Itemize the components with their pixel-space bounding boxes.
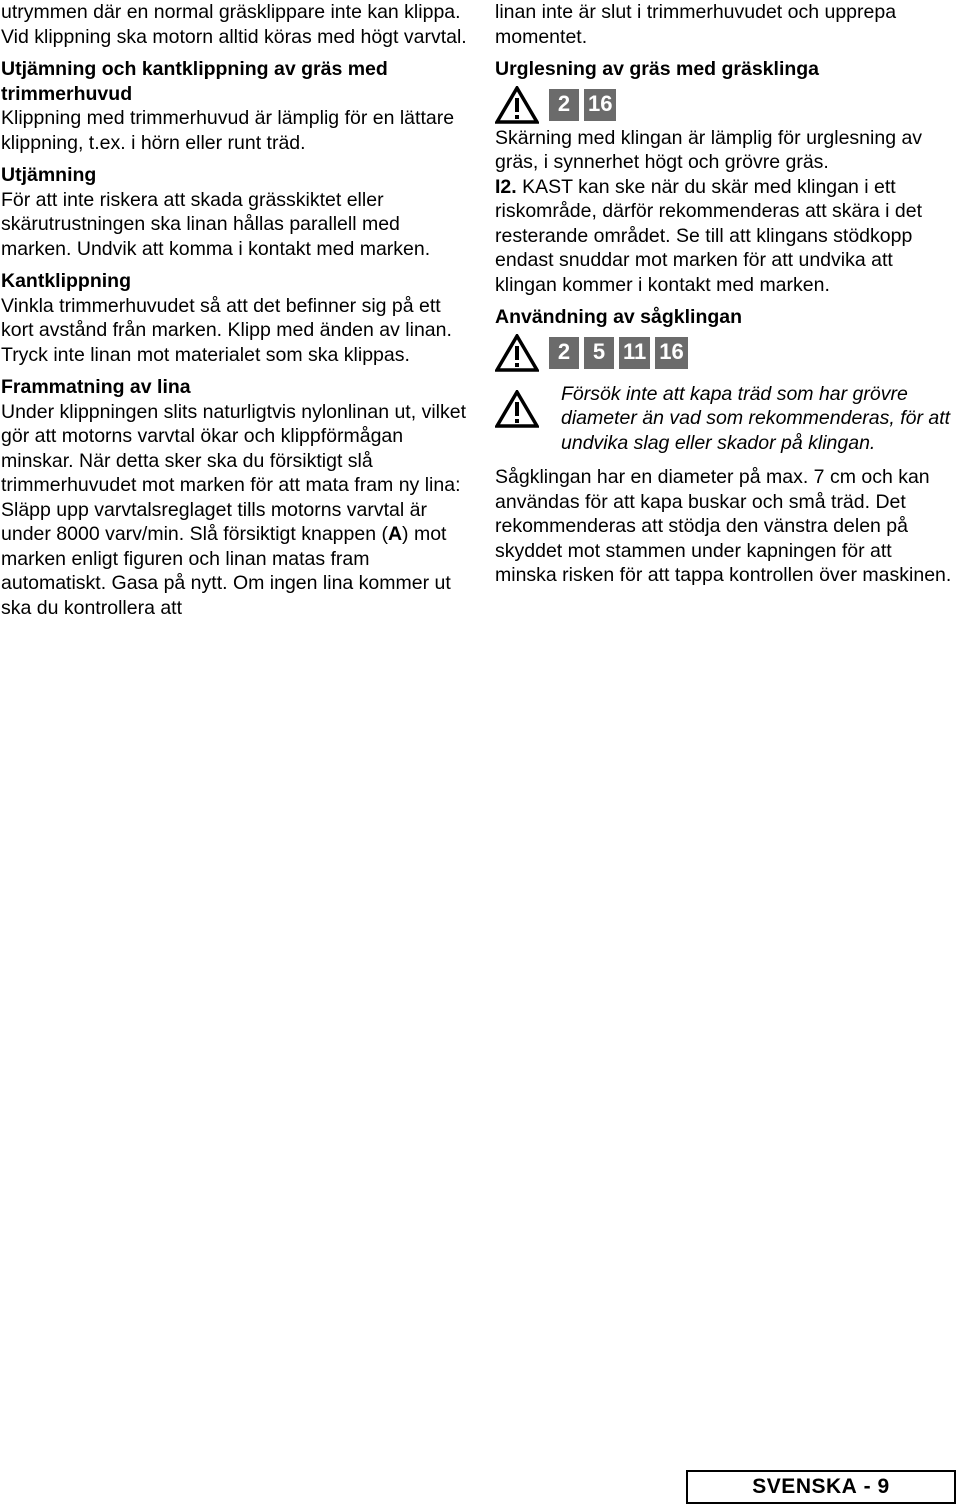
saw-badge: 16: [655, 337, 687, 369]
blade-paragraph-2: [495, 175, 957, 298]
button-letter: A: [387, 523, 403, 545]
saw-warning-text: Försök inte att kapa träd som har grövre diameter än vad som rekommenderas, för att undvika slag eller skador på klingan.: [561, 382, 951, 454]
footer-page-number: 9: [877, 1475, 890, 1498]
blade-symbol-row: [495, 88, 957, 122]
saw-badge: 11: [619, 337, 650, 369]
feed-text-part1: Under klippningen slits naturligtvis nylonlinan ut, vilket gör att motorns varvtal ökar och klippförmågan minskar. När detta sker ska du försiktigt slå trimmerhuvudet mot marken för att mata fram ny lina: Släpp upp varvtalsreglaget tills motorns varvtal är under 8000 varv/min. Slå försiktigt knappen (: [1, 400, 466, 545]
warning-triangle-icon: [495, 334, 539, 372]
saw-heading: Användning av sågklingan: [495, 306, 743, 328]
left-column: [1, 0, 471, 620]
saw-symbol-row: [495, 336, 957, 370]
saw-warning-box: [495, 382, 957, 456]
blade-badge: 2: [549, 89, 579, 121]
continuation-paragraph: linan inte är slut i trimmerhuvudet och upprepa momentet.: [495, 1, 897, 48]
edge-heading: Kantklippning: [1, 270, 131, 292]
blade-reference: I2.: [495, 175, 517, 198]
page-footer: [686, 1470, 956, 1504]
warning-triangle-icon: [495, 390, 539, 428]
saw-paragraph: Sågklingan har en diameter på max. 7 cm och kan användas för att kapa buskar och små träd. Det rekommenderas att stödja den vänstra delen på skyddet mot stammen under kapningen för att minska risken för att tappa kontrollen över maskinen.: [495, 466, 952, 586]
leveling-paragraph: För att inte riskera att skada grässkiktet eller skärutrustningen ska linan hållas parallell med marken. Undvik att komma i kontakt med marken.: [1, 188, 431, 260]
edge-paragraph: Vinkla trimmerhuvudet så att det befinner sig på ett kort avstånd från marken. Klipp med änden av linan. Tryck inte linan mot materialet som ska klippas.: [1, 294, 452, 366]
saw-badge: 2: [549, 337, 579, 369]
footer-separator: -: [857, 1475, 878, 1498]
right-column: [495, 0, 957, 588]
blade-paragraph: Skärning med klingan är lämplig för urglesning av gräs, i synnerhet högt och grövre gräs.: [495, 126, 923, 173]
trimmer-paragraph: Klippning med trimmerhuvud är lämplig för en lättare klippning, t.ex. i hörn eller runt träd.: [1, 107, 455, 154]
saw-badge: 5: [584, 337, 614, 369]
blade-text-2: KAST kan ske när du skär med klingan i ett riskområde, därför rekommenderas att skära i det resterande området. Se till att klingans stödkopp endast snuddar mot marken för att undvika att klingan kommer i kontakt med marken.: [495, 175, 923, 296]
trimmer-heading: Utjämning och kantklippning av gräs med trimmerhuvud: [1, 58, 388, 105]
blade-heading: Urglesning av gräs med gräsklinga: [495, 58, 820, 80]
blade-badge: 16: [584, 89, 616, 121]
feed-text-part2: ) mot marken enligt figuren och linan matas fram automatiskt. Gasa på nytt. Om ingen lina kommer ut ska du kontrollera att: [1, 523, 451, 619]
footer-language: SVENSKA: [752, 1475, 858, 1498]
leveling-heading: Utjämning: [1, 164, 97, 186]
intro-paragraph: utrymmen där en normal gräsklippare inte kan klippa. Vid klippning ska motorn alltid köras med högt varvtal.: [1, 1, 467, 48]
feed-heading: Frammatning av lina: [1, 376, 191, 398]
feed-paragraph: [1, 400, 471, 621]
warning-triangle-icon: [495, 86, 539, 124]
